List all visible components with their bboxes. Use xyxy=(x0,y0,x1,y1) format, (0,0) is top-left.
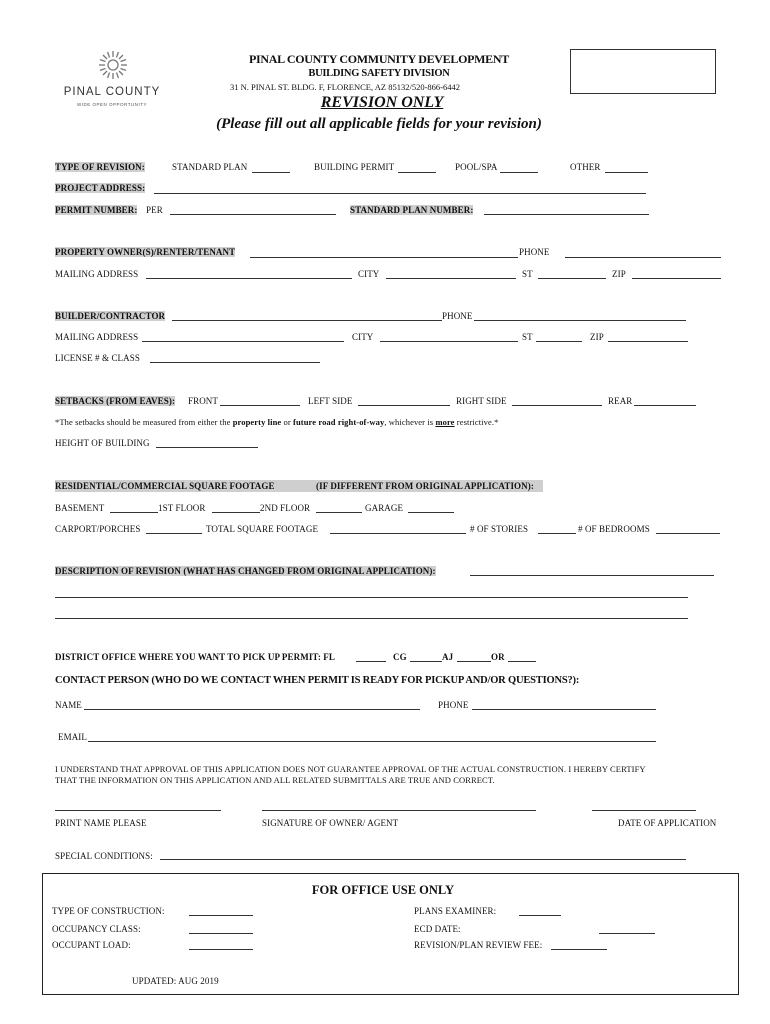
garage-label: GARAGE xyxy=(365,503,404,513)
signature-label: SIGNATURE OF OWNER/ AGENT xyxy=(262,818,399,828)
setback-front-label: FRONT xyxy=(188,396,219,406)
note-text: , whichever is xyxy=(384,417,436,427)
setback-right-field[interactable] xyxy=(512,405,602,406)
review-fee-label: REVISION/PLAN REVIEW FEE: xyxy=(414,940,543,950)
basement-field[interactable] xyxy=(110,512,158,513)
construction-type-label: TYPE OF CONSTRUCTION: xyxy=(52,906,165,916)
district-cg-field[interactable] xyxy=(410,661,442,662)
district-aj-label: AJ xyxy=(442,652,454,662)
builder-city-field[interactable] xyxy=(380,341,518,342)
setback-rear-field[interactable] xyxy=(634,405,696,406)
license-field[interactable] xyxy=(150,362,320,363)
setback-left-field[interactable] xyxy=(358,405,450,406)
office-stamp-box xyxy=(570,49,716,94)
pool-spa-field[interactable] xyxy=(500,172,538,173)
owner-city-label: CITY xyxy=(358,269,380,279)
office-address: 31 N. PINAL ST. BLDG. F, FLORENCE, AZ 85132/520-866-6442 xyxy=(229,82,460,92)
footage-label: RESIDENTIAL/COMMERCIAL SQUARE FOOTAGE xyxy=(55,481,275,491)
owner-st-field[interactable] xyxy=(538,278,606,279)
occupant-load-label: OCCUPANT LOAD: xyxy=(52,940,131,950)
plans-examiner-label: PLANS EXAMINER: xyxy=(414,906,497,916)
signature-field[interactable] xyxy=(262,810,536,811)
owner-city-field[interactable] xyxy=(386,278,516,279)
contact-email-field[interactable] xyxy=(88,741,656,742)
builder-mailing-label: MAILING ADDRESS xyxy=(55,332,139,342)
district-or-label: OR xyxy=(491,652,505,662)
contact-heading: CONTACT PERSON (WHO DO WE CONTACT WHEN PERMIT IS READY FOR PICKUP AND/OR QUESTIONS?): xyxy=(55,675,580,686)
setback-front-field[interactable] xyxy=(220,405,300,406)
height-label: HEIGHT OF BUILDING xyxy=(55,438,150,448)
occupancy-class-label: OCCUPANCY CLASS: xyxy=(52,924,141,934)
district-fl-field[interactable] xyxy=(356,661,386,662)
option-other: OTHER xyxy=(570,162,601,172)
bedrooms-field[interactable] xyxy=(656,533,720,534)
stories-label: # OF STORIES xyxy=(470,524,529,534)
basement-label: BASEMENT xyxy=(55,503,105,513)
owner-zip-label: ZIP xyxy=(612,269,626,279)
carport-field[interactable] xyxy=(146,533,202,534)
project-address-field[interactable] xyxy=(154,193,646,194)
setbacks-label: SETBACKS (FROM EAVES): xyxy=(55,396,176,406)
standard-plan-number-label: STANDARD PLAN NUMBER: xyxy=(350,205,474,215)
occupancy-class-field[interactable] xyxy=(189,933,253,934)
note-future-road: future road right-of-way xyxy=(293,417,385,427)
building-permit-field[interactable] xyxy=(398,172,436,173)
permit-per-label: PER xyxy=(146,205,163,215)
builder-mailing-field[interactable] xyxy=(142,341,344,342)
setback-right-label: RIGHT SIDE xyxy=(456,396,507,406)
description-label: DESCRIPTION OF REVISION (WHAT HAS CHANGED FROM ORIGINAL APPLICATION): xyxy=(55,566,436,576)
special-conditions-field[interactable] xyxy=(160,859,686,860)
setback-rear-label: REAR xyxy=(608,396,633,406)
contact-name-field[interactable] xyxy=(84,709,420,710)
print-name-field[interactable] xyxy=(55,810,221,811)
builder-phone-field[interactable] xyxy=(474,320,686,321)
owner-st-label: ST xyxy=(522,269,533,279)
construction-type-field[interactable] xyxy=(189,915,253,916)
setbacks-note xyxy=(55,417,498,427)
special-conditions-label: SPECIAL CONDITIONS: xyxy=(55,851,153,861)
owner-phone-field[interactable] xyxy=(565,257,721,258)
office-use-heading: FOR OFFICE USE ONLY xyxy=(311,883,455,897)
note-more: more xyxy=(435,417,455,427)
builder-st-label: ST xyxy=(522,332,533,342)
description-field-line-1[interactable] xyxy=(470,575,714,576)
total-sqft-label: TOTAL SQUARE FOOTAGE xyxy=(206,524,319,534)
builder-label: BUILDER/CONTRACTOR xyxy=(55,311,166,321)
builder-zip-label: ZIP xyxy=(590,332,604,342)
plans-examiner-field[interactable] xyxy=(519,915,561,916)
owner-zip-field[interactable] xyxy=(632,278,721,279)
district-aj-field[interactable] xyxy=(457,661,491,662)
permit-number-label: PERMIT NUMBER: xyxy=(55,205,138,215)
division-name: BUILDING SAFETY DIVISION xyxy=(308,68,450,79)
contact-name-label: NAME xyxy=(55,700,82,710)
district-cg-label: CG xyxy=(393,652,407,662)
contact-phone-label: PHONE xyxy=(438,700,469,710)
builder-zip-field[interactable] xyxy=(608,341,688,342)
owner-phone-label: PHONE xyxy=(519,247,550,257)
page-title: REVISION ONLY xyxy=(320,94,444,111)
second-floor-label: 2ND FLOOR xyxy=(260,503,311,513)
option-standard-plan: STANDARD PLAN xyxy=(172,162,248,172)
option-building-permit: BUILDING PERMIT xyxy=(314,162,395,172)
owner-label: PROPERTY OWNER(S)/RENTER/TENANT xyxy=(55,247,236,257)
office-use-box xyxy=(42,873,739,995)
license-label: LICENSE # & CLASS xyxy=(55,353,140,363)
certify-line-2: THAT THE INFORMATION ON THIS APPLICATION AND ALL RELATED SUBMITTALS ARE TRUE AND CORRECT. xyxy=(55,775,495,785)
description-field-line-3[interactable] xyxy=(55,618,688,619)
logo-tagline: WIDE OPEN OPPORTUNITY xyxy=(77,102,147,107)
footage-label-2: (IF DIFFERENT FROM ORIGINAL APPLICATION): xyxy=(316,481,534,491)
print-name-label: PRINT NAME PLEASE xyxy=(55,818,147,828)
note-text: or xyxy=(281,417,294,427)
org-name: PINAL COUNTY COMMUNITY DEVELOPMENT xyxy=(249,52,509,66)
total-sqft-field[interactable] xyxy=(330,533,466,534)
bedrooms-label: # OF BEDROOMS xyxy=(578,524,650,534)
note-text: restrictive.* xyxy=(454,417,499,427)
certify-line-1: I UNDERSTAND THAT APPROVAL OF THIS APPLICATION DOES NOT GUARANTEE APPROVAL OF THE ACTUAL CONSTRUCTION. I HEREBY CERTIFY xyxy=(55,764,646,774)
stories-field[interactable] xyxy=(538,533,576,534)
builder-city-label: CITY xyxy=(352,332,374,342)
owner-mailing-label: MAILING ADDRESS xyxy=(55,269,139,279)
owner-name-field[interactable] xyxy=(250,257,518,258)
district-or-field[interactable] xyxy=(508,661,536,662)
owner-mailing-field[interactable] xyxy=(146,278,352,279)
occupant-load-field[interactable] xyxy=(189,949,253,950)
standard-plan-field[interactable] xyxy=(252,172,290,173)
logo-name: PINAL COUNTY xyxy=(63,86,161,98)
option-pool-spa: POOL/SPA xyxy=(455,162,498,172)
updated-date: UPDATED: AUG 2019 xyxy=(132,976,219,986)
height-field[interactable] xyxy=(156,447,258,448)
second-floor-field[interactable] xyxy=(316,512,362,513)
ecd-date-field[interactable] xyxy=(599,933,655,934)
page-subtitle: (Please fill out all applicable fields for your revision) xyxy=(216,116,542,132)
builder-name-field[interactable] xyxy=(172,320,442,321)
first-floor-label: 1ST FLOOR xyxy=(158,503,206,513)
setback-left-label: LEFT SIDE xyxy=(308,396,353,406)
review-fee-field[interactable] xyxy=(551,949,607,950)
date-label: DATE OF APPLICATION xyxy=(618,818,717,828)
garage-field[interactable] xyxy=(408,512,454,513)
project-address-label: PROJECT ADDRESS: xyxy=(55,183,146,193)
description-field-line-2[interactable] xyxy=(55,597,688,598)
contact-phone-field[interactable] xyxy=(472,709,656,710)
builder-st-field[interactable] xyxy=(536,341,582,342)
ecd-date-label: ECD DATE: xyxy=(414,924,461,934)
district-label: DISTRICT OFFICE WHERE YOU WANT TO PICK UP PERMIT: FL xyxy=(55,652,335,662)
note-text: *The setbacks should be measured from either the xyxy=(55,417,233,427)
other-field[interactable] xyxy=(605,172,648,173)
first-floor-field[interactable] xyxy=(212,512,260,513)
date-field[interactable] xyxy=(592,810,696,811)
permit-number-field[interactable] xyxy=(170,214,336,215)
revision-type-label: TYPE OF REVISION: xyxy=(55,162,145,172)
note-property-line: property line xyxy=(232,417,282,427)
standard-plan-number-field[interactable] xyxy=(484,214,649,215)
contact-email-label: EMAIL xyxy=(58,732,87,742)
builder-phone-label: PHONE xyxy=(442,311,473,321)
carport-label: CARPORT/PORCHES xyxy=(55,524,141,534)
